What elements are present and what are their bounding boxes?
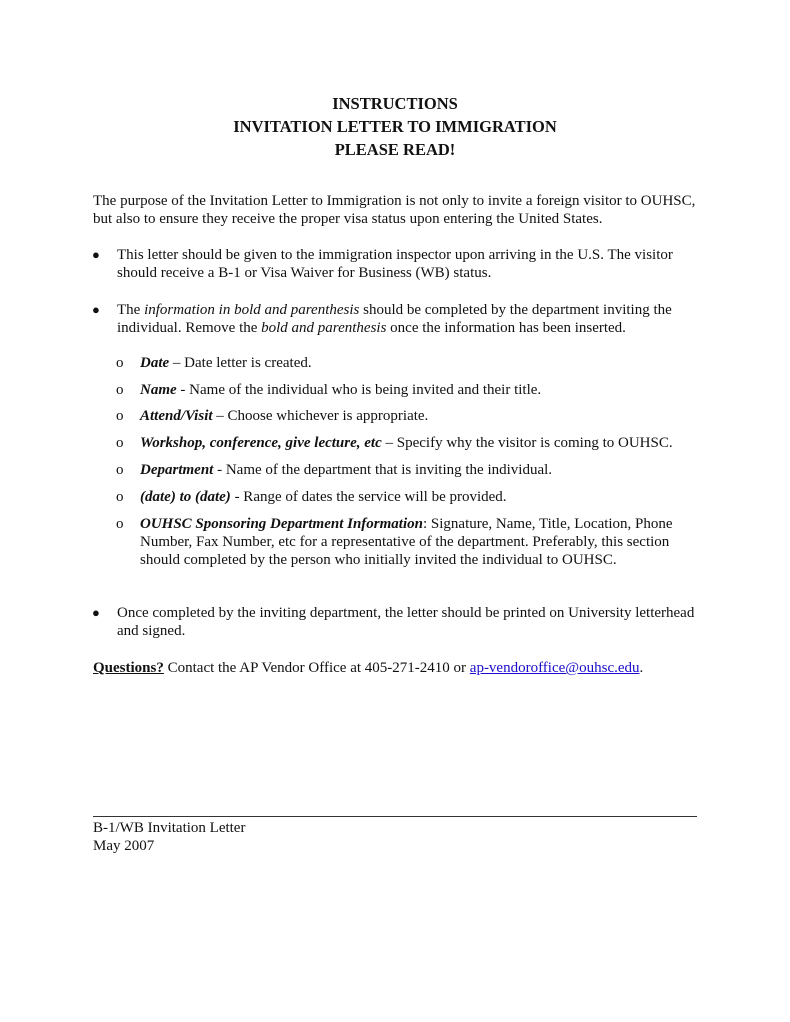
intro-paragraph: The purpose of the Invitation Letter to Immigration is not only to invite a foreign visitor to OUHSC, but also to ensure they receive the proper visa status upon entering the United States. (93, 193, 696, 227)
circle-bullet-icon: o (116, 516, 124, 532)
sub-item-desc: - Range of dates the service will be provided. (230, 489, 507, 505)
sub-item-desc: - Name of the department that is inviting the individual. (213, 462, 553, 478)
sub-item-term: (date) to (date) (140, 489, 231, 505)
sub-item-desc: – Date letter is created. (169, 355, 312, 371)
questions-line: Questions? Contact the AP Vendor Office at 405-271-2410 or ap-vendoroffice@ouhsc.edu. (93, 660, 644, 676)
sub-item-term: Department (140, 462, 214, 478)
sub-item-term: Name (140, 382, 177, 398)
title-invitation-letter: INVITATION LETTER TO IMMIGRATION (233, 117, 557, 136)
sub-item-term: OUHSC Sponsoring Department Information (140, 516, 423, 532)
bullet-text: Once completed by the inviting department, the letter should be printed on University letterhead and signed. (117, 605, 695, 639)
questions-label: Questions? (93, 660, 164, 676)
bullet-icon: ● (92, 247, 100, 262)
footer-date: May 2007 (93, 838, 155, 854)
sub-item-desc: – Specify why the visitor is coming to OUHSC. (381, 435, 673, 451)
footer-divider (93, 816, 697, 817)
circle-bullet-icon: o (116, 408, 124, 424)
sub-item-desc: – Choose whichever is appropriate. (212, 408, 429, 424)
sub-item-desc: - Name of the individual who is being invited and their title. (176, 382, 542, 398)
sub-item-term: Attend/Visit (140, 408, 213, 424)
circle-bullet-icon: o (116, 435, 124, 451)
circle-bullet-icon: o (116, 462, 124, 478)
circle-bullet-icon: o (116, 382, 124, 398)
sub-item-desc: : Signature, Name, Title, Location, Phone Number, Fax Number, etc for a representative of the department. Preferably, this section should completed by the person who initially invited the individual to OUHSC. (140, 516, 673, 568)
sub-item-term: Workshop, conference, give lecture, etc (140, 435, 382, 451)
email-link[interactable]: ap-vendoroffice@ouhsc.edu (469, 660, 640, 676)
title-please-read: PLEASE READ! (334, 140, 456, 159)
bullet-text: The information in bold and parenthesis should be completed by the department inviting the individual. Remove the bold and parenthesis once the information has been inserted. (117, 302, 672, 336)
bullet-icon: ● (92, 605, 100, 620)
circle-bullet-icon: o (116, 489, 124, 505)
title-instructions: INSTRUCTIONS (332, 94, 458, 113)
circle-bullet-icon: o (116, 355, 124, 371)
sub-item-term: Date (140, 355, 170, 371)
footer-doc-name: B-1/WB Invitation Letter (93, 820, 246, 836)
bullet-icon: ● (92, 302, 100, 317)
bullet-text: This letter should be given to the immigration inspector upon arriving in the U.S. The visitor should receive a B-1 or Visa Waiver for Business (WB) status. (117, 247, 673, 281)
questions-text: Contact the AP Vendor Office at 405-271-2410 or (163, 660, 470, 676)
